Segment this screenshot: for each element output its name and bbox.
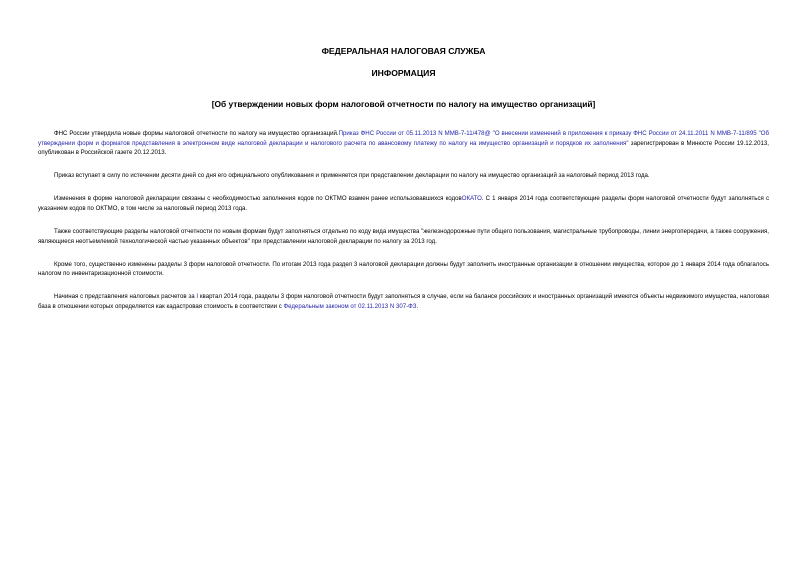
paragraph-3 (38, 194, 769, 213)
paragraph-3-text: Изменения в форме налоговой декларации связаны с необходимостью заполнения кодов по ОКТМО взамен ранее использовавшихся кодов (54, 195, 462, 203)
document-type-heading: ИНФОРМАЦИЯ (371, 68, 436, 78)
document-body (38, 129, 769, 325)
paragraph-5: Кроме того, существенно изменены разделы 3 форм налоговой отчетности. По итогам 2013 года раздел 3 налоговой декларации должны будут заполнить иностранные организации в отношении имущества, которое до 1 января 2014 года облагалось налогом по инвентаризационной стоимости. (38, 260, 769, 278)
federal-law-link[interactable]: Федеральным законом от 02.11.2013 N 307-ФЗ (283, 303, 417, 311)
paragraph-6 (38, 292, 769, 311)
agency-heading: ФЕДЕРАЛЬНАЯ НАЛОГОВАЯ СЛУЖБА (321, 46, 486, 56)
order-link[interactable]: Приказ ФНС России от 05.11.2013 N ММВ-7-11/478@ "О внесении изменений в приложения к приказу ФНС России от 24.11.2011 N ММВ-7-11/895 "Об утверждении форм и форматов представления в электронном виде налоговой декларации и налогового расчета по авансовому платежу по налогу на имущество организаций и порядков их заполнения" (38, 130, 769, 147)
paragraph-1 (38, 129, 769, 158)
document-title: [Об утверждении новых форм налоговой отчетности по налогу на имущество организаций] (211, 99, 596, 109)
paragraph-6-text-2: квартал 2014 года, разделы 3 форм налоговой отчетности будут заполняться в случае, если на балансе российских и иностранных организаций имеются объекты недвижимого имущества, налоговая база в отношении которых определяется как кадастровая стоимость в соответствии с (38, 293, 769, 311)
quarter-link[interactable]: I (194, 293, 200, 301)
paragraph-1-text-2: зарегистрирован в Минюсте России 19.12.2013, опубликован в Российской газете 20.12.2013. (38, 139, 769, 157)
paragraph-6-text-3: . (416, 303, 419, 311)
okato-link[interactable]: ОКАТО (461, 195, 482, 203)
paragraph-1-text: ФНС России утвердила новые формы налоговой отчетности по налогу на имущество организаций. (54, 130, 339, 137)
paragraph-6-text: Начиная с представления налоговых расчетов за (54, 293, 195, 301)
paragraph-2: Приказ вступает в силу по истечении десяти дней со дня его официального опубликования и применяется при представлении декларации по налогу на имущество организаций за налоговый период 2013 года. (54, 172, 650, 180)
paragraph-3-text-2: . С 1 января 2014 года соответствующие разделы форм налоговой отчетности будут заполняться с указанием кодов по ОКТМО, в том числе за налоговый период 2013 года. (38, 195, 769, 212)
paragraph-4: Также соответствующие разделы налоговой отчетности по новым формам будут заполняться отдельно по коду вида имущества "железнодорожные пути общего пользования, магистральные трубопроводы, линии энергопередачи, а также сооружения, являющиеся неотъемлемой технологической частью указанных объектов" при представлении налоговой декларации по налогу за 2013 год. (38, 228, 769, 245)
